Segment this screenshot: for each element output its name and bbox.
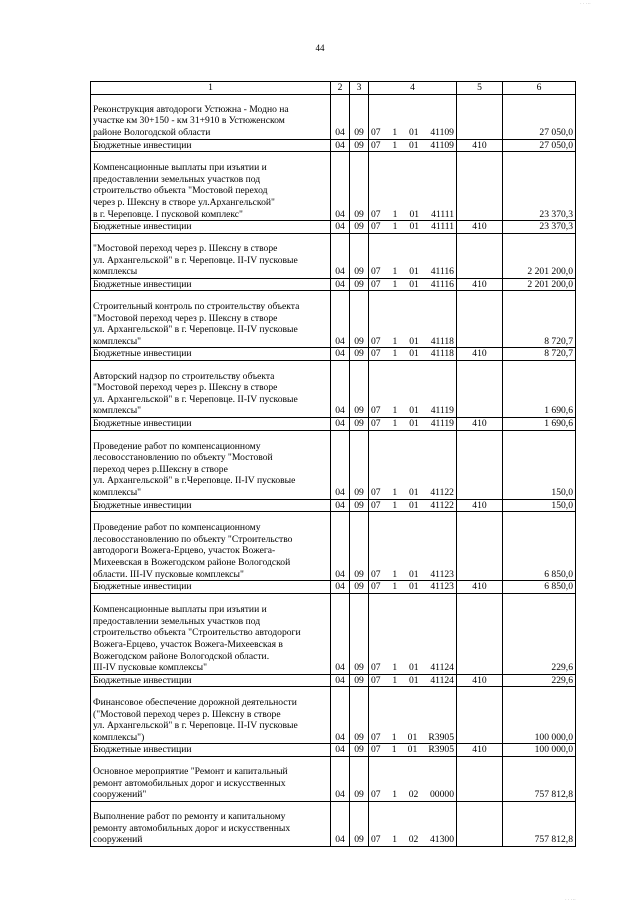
expense-type-code [457, 801, 503, 846]
expense-type-code [457, 94, 503, 139]
target-article-part: 41123 [430, 568, 454, 580]
table-row [91, 417, 576, 430]
subsection-code: 09 [350, 139, 369, 152]
row-name: Бюджетные инвестиции [91, 221, 331, 234]
table-row [91, 94, 576, 139]
expense-type-code: 410 [457, 581, 503, 594]
target-article-part: 1 [392, 208, 398, 220]
scan-mark: · · ··· [580, 2, 591, 7]
section-code: 04 [331, 581, 350, 594]
subsection-code: 09 [350, 687, 369, 744]
amount: 757 812,8 [503, 756, 576, 801]
subsection-code: 09 [350, 756, 369, 801]
row-name: Бюджетные инвестиции [91, 744, 331, 757]
target-article-part: 1 [392, 278, 398, 290]
target-article-code [369, 581, 457, 594]
row-name: "Мостовой переход через р. Шексну в створе ул. Архангельской" в г. Череповце. II-IV пусковые комплексы [91, 233, 331, 278]
section-code: 04 [331, 360, 350, 417]
target-article-part: 41119 [430, 417, 454, 429]
expense-type-code [457, 756, 503, 801]
target-article-part: 1 [392, 674, 398, 686]
amount: 100 000,0 [503, 744, 576, 757]
expense-type-code [457, 512, 503, 581]
target-article-part: 41118 [430, 335, 454, 347]
target-article-part: 07 [371, 405, 381, 417]
subsection-code: 09 [350, 744, 369, 757]
target-article-part: 07 [371, 581, 381, 593]
target-article-code [369, 152, 457, 221]
target-article-part: 1 [392, 405, 398, 417]
target-article-part: 07 [371, 662, 381, 674]
target-article-part: 1 [392, 499, 398, 511]
target-article-part: 01 [408, 499, 419, 511]
amount: 1 690,6 [503, 417, 576, 430]
subsection-code: 09 [350, 593, 369, 674]
table-row [91, 152, 576, 221]
target-article-part: 01 [407, 731, 418, 743]
section-code: 04 [331, 499, 350, 512]
target-article-code [369, 360, 457, 417]
table-body [91, 94, 576, 846]
target-article-code [369, 756, 457, 801]
target-article-part: 1 [392, 348, 398, 360]
target-article-part: 41109 [430, 127, 454, 138]
amount: 23 370,3 [503, 152, 576, 221]
row-name: Бюджетные инвестиции [91, 417, 331, 430]
target-article-part: 1 [392, 662, 398, 674]
target-article-part: 07 [371, 789, 381, 801]
section-code: 04 [331, 152, 350, 221]
target-article-part: 07 [371, 127, 381, 138]
amount: 2 201 200,0 [503, 278, 576, 291]
amount: 8 720,7 [503, 348, 576, 361]
section-code: 04 [331, 744, 350, 757]
target-article-part: 1 [392, 417, 398, 429]
expense-type-code [457, 360, 503, 417]
target-article-part: 07 [371, 208, 381, 220]
target-article-code [369, 674, 457, 687]
table-row [91, 687, 576, 744]
table-row [91, 512, 576, 581]
amount: 150,0 [503, 499, 576, 512]
row-name: Компенсационные выплаты при изъятии и предоставлении земельных участков под строительство объекта "Мостовой переход через р. Шексну в створе ул.Архангельской" в г. Череповце. I пусковой комплекс" [91, 152, 331, 221]
subsection-code: 09 [350, 278, 369, 291]
row-name: Реконструкция автодороги Устюжна - Модно на участке км 30+150 - км 31+910 в Устюженском районе Вологодской области [91, 94, 331, 139]
target-article-part: 41124 [430, 662, 454, 674]
target-article-code [369, 348, 457, 361]
column-header: 5 [457, 82, 503, 95]
target-article-part: 07 [371, 335, 381, 347]
section-code: 04 [331, 417, 350, 430]
column-header: 4 [369, 82, 457, 95]
target-article-part: 1 [392, 834, 398, 846]
column-header: 6 [503, 82, 576, 95]
amount: 2 201 200,0 [503, 233, 576, 278]
target-article-part: 1 [392, 335, 398, 347]
table-row [91, 499, 576, 512]
row-name: Основное мероприятие "Ремонт и капитальный ремонт автомобильных дорог и искусственных сооружений" [91, 756, 331, 801]
row-name: Бюджетные инвестиции [91, 278, 331, 291]
row-name: Бюджетные инвестиции [91, 348, 331, 361]
table-row [91, 744, 576, 757]
row-name: Проведение работ по компенсационному лесовосстановлению по объекту "Строительство автодороги Вожега-Ерцево, участок Вожега- Михеевская в Вожегодском районе Вологодской области. III-IV пусковые комплексы" [91, 512, 331, 581]
target-article-part: 01 [408, 674, 419, 686]
table-row [91, 756, 576, 801]
target-article-code [369, 417, 457, 430]
amount: 6 850,0 [503, 581, 576, 594]
row-name: Строительный контроль по строительству объекта "Мостовой переход через р. Шексну в створе ул. Архангельской" в г. Череповце. II-IV пусковые комплексы" [91, 291, 331, 348]
target-article-code [369, 139, 457, 152]
section-code: 04 [331, 139, 350, 152]
table-row [91, 291, 576, 348]
section-code: 04 [331, 430, 350, 499]
target-article-part: 41122 [430, 486, 454, 498]
amount: 229,6 [503, 674, 576, 687]
row-name: Бюджетные инвестиции [91, 499, 331, 512]
subsection-code: 09 [350, 801, 369, 846]
target-article-part: 07 [371, 744, 381, 756]
target-article-part: 1 [392, 221, 398, 233]
target-article-code [369, 512, 457, 581]
table-row [91, 233, 576, 278]
target-article-part: 1 [391, 744, 397, 756]
amount: 757 812,8 [503, 801, 576, 846]
target-article-part: 41116 [430, 266, 454, 278]
amount: 1 690,6 [503, 360, 576, 417]
target-article-part: 01 [408, 139, 419, 151]
table-row [91, 360, 576, 417]
amount: 229,6 [503, 593, 576, 674]
target-article-part: 01 [408, 662, 419, 674]
section-code: 04 [331, 278, 350, 291]
target-article-part: 00000 [430, 789, 454, 801]
subsection-code: 09 [350, 360, 369, 417]
target-article-part: R3905 [428, 731, 454, 743]
target-article-part: 07 [371, 221, 381, 233]
target-article-part: 1 [392, 127, 398, 138]
target-article-part: 02 [408, 789, 419, 801]
row-name: Бюджетные инвестиции [91, 139, 331, 152]
section-code: 04 [331, 801, 350, 846]
expense-type-code: 410 [457, 674, 503, 687]
section-code: 04 [331, 94, 350, 139]
target-article-part: 07 [371, 568, 381, 580]
table-header-row [91, 82, 576, 95]
target-article-part: 01 [409, 266, 419, 278]
table-row [91, 348, 576, 361]
target-article-part: 07 [371, 499, 381, 511]
column-header: 1 [91, 82, 331, 95]
target-article-code [369, 801, 457, 846]
table-row [91, 278, 576, 291]
target-article-part: 01 [408, 127, 419, 138]
expense-type-code: 410 [457, 348, 503, 361]
target-article-part: 01 [409, 405, 419, 417]
section-code: 04 [331, 674, 350, 687]
amount: 8 720,7 [503, 291, 576, 348]
subsection-code: 09 [350, 674, 369, 687]
column-header: 2 [331, 82, 350, 95]
expense-type-code [457, 291, 503, 348]
target-article-part: 41109 [430, 139, 454, 151]
target-article-part: 07 [371, 834, 381, 846]
target-article-code [369, 744, 457, 757]
column-header: 3 [350, 82, 369, 95]
amount: 150,0 [503, 430, 576, 499]
subsection-code: 09 [350, 430, 369, 499]
target-article-part: 01 [408, 486, 419, 498]
subsection-code: 09 [350, 581, 369, 594]
target-article-part: 07 [371, 139, 381, 151]
target-article-part: 41118 [430, 348, 454, 360]
target-article-part: 41111 [431, 208, 454, 220]
amount: 100 000,0 [503, 687, 576, 744]
table-row [91, 801, 576, 846]
row-name: Выполнение работ по ремонту и капитальному ремонту автомобильных дорог и искусственных сооружений [91, 801, 331, 846]
subsection-code: 09 [350, 512, 369, 581]
target-article-part: 1 [392, 568, 398, 580]
target-article-part: 01 [409, 348, 419, 360]
scan-mark: · · ··· [565, 898, 576, 903]
subsection-code: 09 [350, 233, 369, 278]
target-article-part: 41122 [430, 499, 454, 511]
row-name: Бюджетные инвестиции [91, 674, 331, 687]
target-article-part: 1 [391, 731, 397, 743]
target-article-part: 41300 [430, 834, 454, 846]
target-article-code [369, 499, 457, 512]
target-article-code [369, 291, 457, 348]
table-row [91, 139, 576, 152]
target-article-part: 02 [408, 834, 419, 846]
expense-type-code: 410 [457, 499, 503, 512]
page-number: 44 [315, 43, 325, 53]
section-code: 04 [331, 687, 350, 744]
target-article-part: 41123 [430, 581, 454, 593]
target-article-part: 1 [392, 266, 398, 278]
target-article-part: R3905 [428, 744, 454, 756]
target-article-part: 07 [371, 278, 381, 290]
amount: 6 850,0 [503, 512, 576, 581]
section-code: 04 [331, 512, 350, 581]
target-article-code [369, 687, 457, 744]
subsection-code: 09 [350, 499, 369, 512]
row-name: Бюджетные инвестиции [91, 581, 331, 594]
target-article-code [369, 593, 457, 674]
row-name: Компенсационные выплаты при изъятии и предоставлении земельных участков под строительство объекта "Строительство автодороги Вожега-Ерцево, участок Вожега-Михеевская в Вожегодском районе Вологодской области. III-IV пусковые комплексы" [91, 593, 331, 674]
expense-type-code [457, 687, 503, 744]
expense-type-code: 410 [457, 139, 503, 152]
section-code: 04 [331, 756, 350, 801]
expense-type-code: 410 [457, 417, 503, 430]
table-row [91, 581, 576, 594]
row-name: Проведение работ по компенсационному лесовосстановлению по объекту "Мостовой переход через р.Шексну в створе ул. Архангельской" в г.Череповце. II-IV пусковые комплексы" [91, 430, 331, 499]
target-article-part: 07 [371, 348, 381, 360]
target-article-part: 01 [408, 581, 419, 593]
target-article-part: 07 [371, 731, 381, 743]
expense-type-code [457, 233, 503, 278]
expense-type-code [457, 593, 503, 674]
target-article-part: 01 [409, 278, 419, 290]
target-article-part: 01 [409, 335, 419, 347]
target-article-part: 01 [409, 208, 420, 220]
row-name: Финансовое обеспечение дорожной деятельности ("Мостовой переход через р. Шексну в створе ул. Архангельской" в г. Череповце. II-IV пусковые комплексы") [91, 687, 331, 744]
target-article-part: 41116 [430, 278, 454, 290]
expense-type-code: 410 [457, 744, 503, 757]
table-row [91, 430, 576, 499]
subsection-code: 09 [350, 291, 369, 348]
expense-type-code: 410 [457, 221, 503, 234]
table-row [91, 674, 576, 687]
section-code: 04 [331, 291, 350, 348]
target-article-part: 41111 [431, 221, 454, 233]
target-article-part: 1 [392, 581, 398, 593]
subsection-code: 09 [350, 152, 369, 221]
row-name: Авторский надзор по строительству объекта "Мостовой переход через р. Шексну в створе ул. Архангельской" в г. Череповце. II-IV пусковые комплексы" [91, 360, 331, 417]
subsection-code: 09 [350, 348, 369, 361]
target-article-part: 1 [392, 789, 398, 801]
section-code: 04 [331, 348, 350, 361]
target-article-part: 01 [409, 221, 420, 233]
target-article-code [369, 233, 457, 278]
target-article-part: 07 [371, 486, 381, 498]
target-article-code [369, 221, 457, 234]
target-article-part: 01 [408, 568, 419, 580]
target-article-part: 1 [392, 139, 398, 151]
target-article-code [369, 278, 457, 291]
section-code: 04 [331, 221, 350, 234]
amount: 27 050,0 [503, 139, 576, 152]
target-article-part: 1 [392, 486, 398, 498]
section-code: 04 [331, 233, 350, 278]
target-article-part: 01 [407, 744, 418, 756]
target-article-part: 41124 [430, 674, 454, 686]
target-article-code [369, 430, 457, 499]
target-article-part: 07 [371, 674, 381, 686]
table-row [91, 593, 576, 674]
expense-type-code [457, 430, 503, 499]
amount: 27 050,0 [503, 94, 576, 139]
section-code: 04 [331, 593, 350, 674]
expense-type-code [457, 152, 503, 221]
subsection-code: 09 [350, 417, 369, 430]
subsection-code: 09 [350, 94, 369, 139]
target-article-part: 07 [371, 266, 381, 278]
subsection-code: 09 [350, 221, 369, 234]
target-article-part: 01 [409, 417, 419, 429]
amount: 23 370,3 [503, 221, 576, 234]
expense-type-code: 410 [457, 278, 503, 291]
target-article-code [369, 94, 457, 139]
target-article-part: 07 [371, 417, 381, 429]
table-row [91, 221, 576, 234]
target-article-part: 41119 [430, 405, 454, 417]
budget-table [90, 81, 576, 847]
